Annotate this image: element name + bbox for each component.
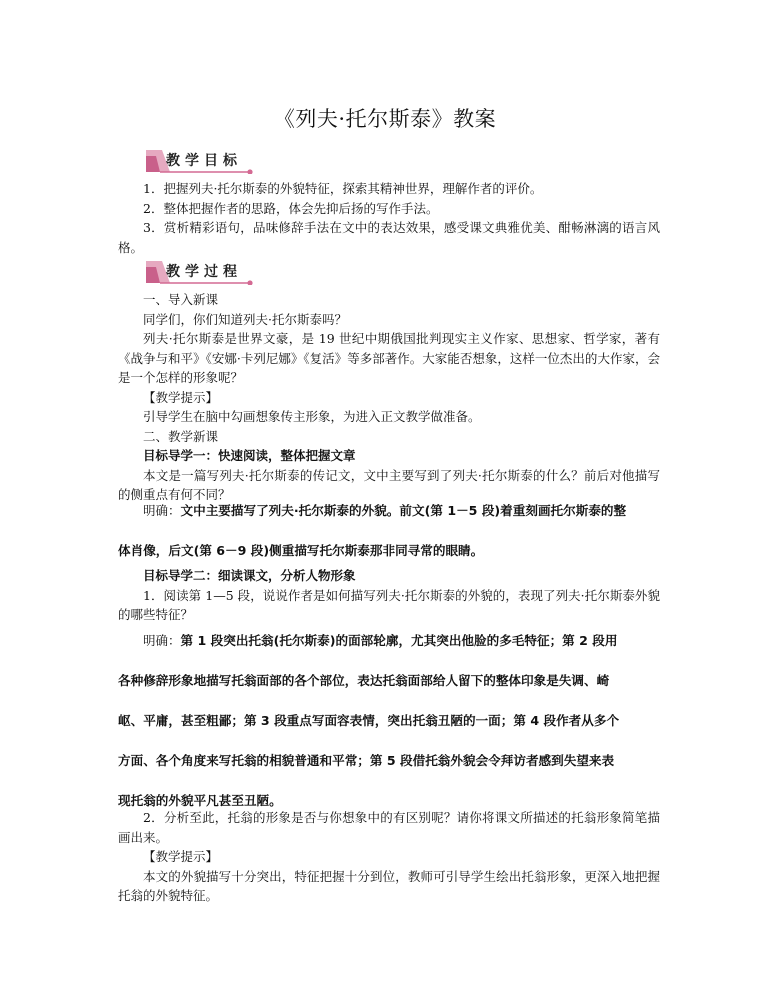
answer-line: 各种修辞形象地描写托翁面部的各个部位，表达托翁面部给人留下的整体印象是失调、崎 [118, 673, 610, 688]
goal1-question: 本文是一篇写列夫·托尔斯泰的传记文，文中主要写到了列夫·托尔斯泰的什么？前后对他描写的侧重点有何不同？ [118, 467, 660, 502]
objective-item-2: 2．整体把握作者的思路，体会先抑后扬的写作手法。 [143, 200, 439, 216]
goal2-question-1: 1．阅读第 1—5 段，说说作者是如何描写列夫·托尔斯泰的外貌的，表现了列夫·托尔斯泰外貌的哪些特征？ [118, 587, 660, 622]
answer-line: 第 1 段突出托翁(托尔斯泰)的面部轮廓，尤其突出他脸的多毛特征；第 2 段用 [180, 633, 618, 648]
answer-line: 文中主要描写了列夫·托尔斯泰的外貌。前文(第 1－5 段)着重刻画托尔斯泰的整 [180, 503, 627, 518]
teaching-tip-text-2: 本文的外貌描写十分突出，特征把握十分到位，教师可引导学生绘出托翁形象，更深入地把握托翁的外貌特征。 [118, 868, 660, 903]
answer-line: 现托翁的外貌平凡甚至丑陋。 [118, 793, 282, 808]
section-banner-objectives [146, 148, 256, 174]
answer-line: 体肖像，后文(第 6－9 段)侧重描写托尔斯泰那非同寻常的眼睛。 [118, 543, 484, 558]
section-banner-process [146, 259, 256, 285]
answer-label: 明确： [143, 503, 181, 518]
answer-line: 方面、各个角度来写托翁的相貌普通和平常；第 5 段借托翁外貌会令拜访者感到失望来表 [118, 753, 615, 768]
answer-line: 岖、平庸，甚至粗鄙；第 3 段重点写面容表情，突出托翁丑陋的一面；第 4 段作者从多个 [118, 713, 620, 728]
section-heading-process: 教学过程 [166, 264, 242, 280]
goal1-heading: 目标导学一：快速阅读，整体把握文章 [143, 448, 356, 463]
objective-item-3: 3．赏析精彩语句，品味修辞手法在文中的表达效果，感受课文典雅优美、酣畅淋漓的语言风格。 [118, 220, 660, 255]
document-title: 《列夫·托尔斯泰》教案 [273, 107, 497, 131]
teaching-tip-label-1: 【教学提示】 [143, 389, 219, 405]
intro-paragraph: 列夫·托尔斯泰是世界文豪，是 19 世纪中期俄国批判现实主义作家、思想家、哲学家，著有《战争与和平》《安娜·卡列尼娜》《复活》等多部著作。大家能否想象，这样一位杰出的大作家，会是一个怎样的形象呢？ [118, 331, 660, 385]
answer-block-2 [118, 631, 660, 831]
objective-item-1: 1．把握列夫·托尔斯泰的外貌特征，探索其精神世界，理解作者的评价。 [143, 181, 543, 196]
answer-label: 明确： [143, 633, 181, 648]
part1-heading: 一、导入新课 [143, 292, 219, 307]
teaching-tip-text-1: 引导学生在脑中勾画想象传主形象，为进入正文教学做准备。 [143, 409, 481, 424]
goal2-question-2: 2．分析至此，托翁的形象是否与你想象中的有区别呢？请你将课文所描述的托翁形象简笔描画出来。 [118, 810, 660, 845]
goal2-heading: 目标导学二：细读课文，分析人物形象 [143, 568, 356, 583]
teaching-tip-label-2: 【教学提示】 [143, 849, 219, 864]
section-heading-objectives: 教学目标 [166, 153, 242, 169]
intro-question: 同学们，你们知道列夫·托尔斯泰吗？ [143, 311, 347, 327]
part2-heading: 二、教学新课 [143, 428, 219, 444]
